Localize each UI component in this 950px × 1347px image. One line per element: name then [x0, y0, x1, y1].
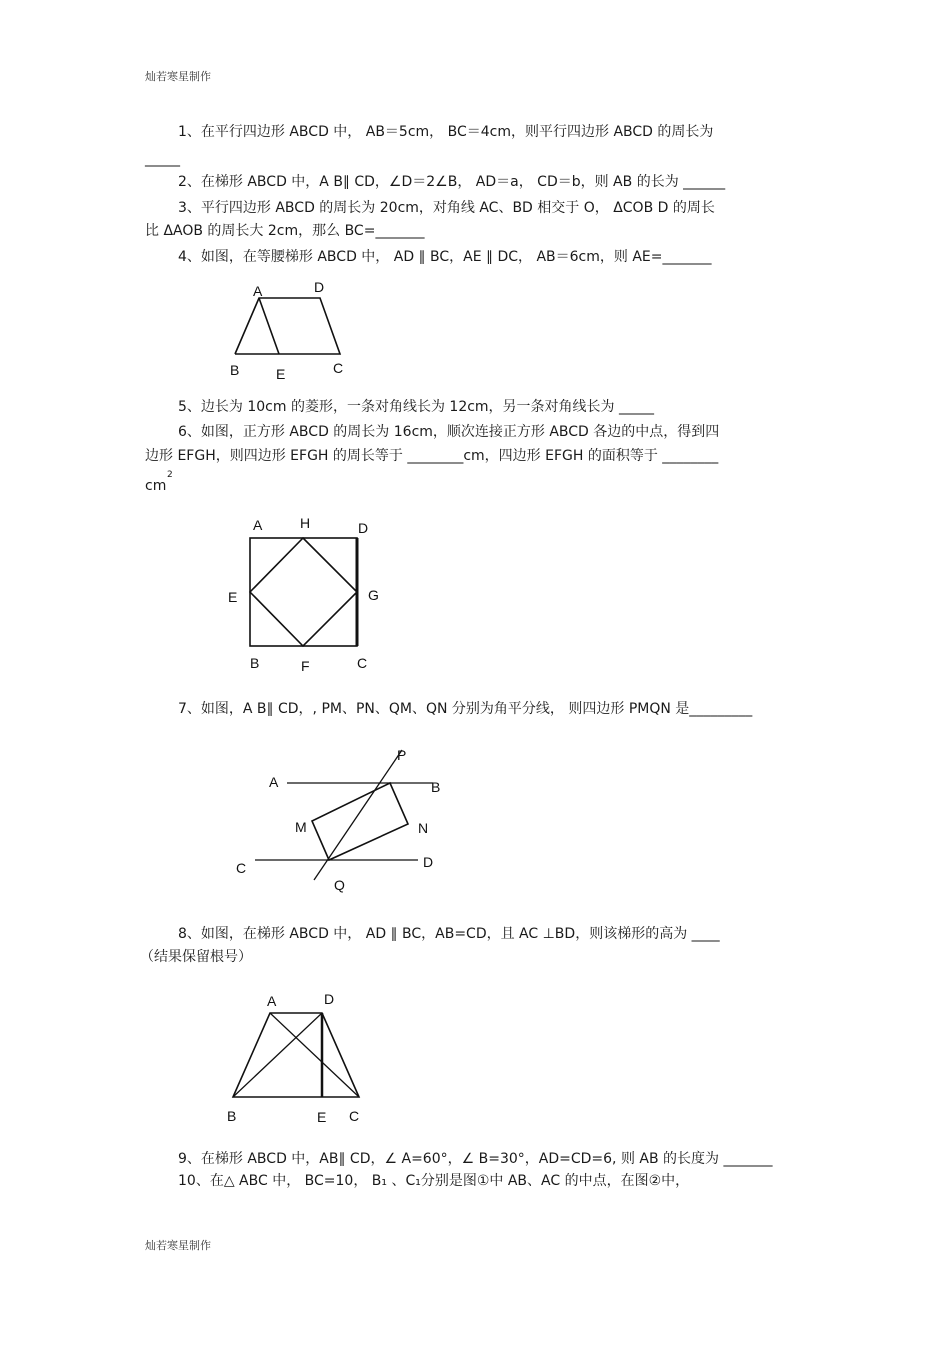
fig7-quad-pmqn — [312, 783, 408, 860]
question-6-line-3: cm — [145, 478, 167, 494]
question-10: 10、在△ ABC 中， BC=10， B₁ 、C₁分别是图①中 AB、AC 的中点，在图②中， — [178, 1173, 690, 1189]
fig6-label-f: F — [301, 658, 310, 674]
fig4-label-a: A — [253, 283, 263, 299]
fig6-label-c: C — [357, 655, 368, 671]
question-9: 9、在梯形 ABCD 中，AB∥ CD，∠ A=60°，∠ B=30°，AD=CD=6, 则 AB 的长度为 _______ — [178, 1151, 773, 1167]
page-footer: 灿若寒星制作 — [145, 1239, 211, 1252]
fig4-outline — [235, 298, 340, 354]
fig7-label-q: Q — [334, 877, 345, 893]
question-7: 7、如图，A B∥ CD，, PM、PN、QM、QN 分别为角平分线， 则四边形 PMQN 是_________ — [178, 701, 753, 717]
fig4-label-e: E — [276, 366, 286, 382]
fig7-label-d: D — [423, 854, 434, 870]
fig6-label-a: A — [253, 517, 263, 533]
figure-8-trapezoid — [225, 1005, 365, 1105]
figure-6-square — [240, 530, 370, 655]
question-8-line-1: 8、如图，在梯形 ABCD 中， AD ∥ BC，AB=CD，且 AC ⊥BD，则该梯形的高为 ____ — [178, 926, 720, 942]
fig8-label-e: E — [317, 1109, 327, 1125]
fig8-diagonal-ac — [270, 1013, 359, 1097]
fig6-square-abcd — [250, 538, 357, 646]
question-3-line-1: 3、平行四边形 ABCD 的周长为 20cm，对角线 AC、BD 相交于 O， ΔCOB D 的周长 — [178, 200, 715, 216]
fig7-label-c: C — [236, 860, 247, 876]
fig8-outline — [233, 1013, 359, 1097]
fig8-label-a: A — [267, 993, 277, 1009]
fig6-quad-efgh — [250, 538, 357, 646]
fig8-label-d: D — [324, 991, 335, 1007]
fig7-label-p: P — [397, 747, 407, 763]
fig8-label-c: C — [349, 1108, 360, 1124]
question-4: 4、如图，在等腰梯形 ABCD 中， AD ∥ BC，AE ∥ DC， AB＝6cm，则 AE=_______ — [178, 249, 712, 265]
fig6-label-b: B — [250, 655, 260, 671]
question-8-line-2: （结果保留根号） — [140, 949, 252, 965]
question-1-line-1: 1、在平行四边形 ABCD 中， AB＝5cm， BC＝4cm，则平行四边形 ABCD 的周长为 — [178, 124, 714, 140]
question-6-line-1: 6、如图，正方形 ABCD 的周长为 16cm，顺次连接正方形 ABCD 各边的中点，得到四 — [178, 424, 720, 440]
fig7-label-m: M — [295, 819, 307, 835]
fig8-diagonal-bd — [233, 1013, 322, 1097]
fig4-label-c: C — [333, 360, 344, 376]
question-2: 2、在梯形 ABCD 中，A B∥ CD，∠D＝2∠B， AD＝a， CD＝b，则 AB 的长为 ______ — [178, 174, 726, 190]
fig4-segment-ae — [259, 298, 279, 354]
question-1-line-2: _____ — [145, 151, 180, 167]
question-6-line-2: 边形 EFGH，则四边形 EFGH 的周长等于 ________cm，四边形 EFGH 的面积等于 ________ — [145, 448, 719, 464]
fig6-label-d: D — [358, 520, 369, 536]
fig4-label-d: D — [314, 279, 325, 295]
question-5: 5、边长为 10cm 的菱形，一条对角线长为 12cm，另一条对角线长为 _____ — [178, 399, 655, 415]
page-header: 灿若寒星制作 — [145, 70, 211, 83]
fig4-label-b: B — [230, 362, 240, 378]
fig8-label-b: B — [227, 1108, 237, 1124]
fig7-label-n: N — [418, 820, 429, 836]
fig7-label-a: A — [269, 774, 279, 790]
question-3-line-2: 比 ΔAOB 的周长大 2cm，那么 BC=_______ — [145, 223, 425, 239]
fig7-label-b: B — [431, 779, 441, 795]
question-6-superscript: 2 — [167, 470, 173, 480]
fig6-label-h: H — [300, 515, 311, 531]
fig6-label-g: G — [368, 587, 379, 603]
fig6-label-e: E — [228, 589, 238, 605]
